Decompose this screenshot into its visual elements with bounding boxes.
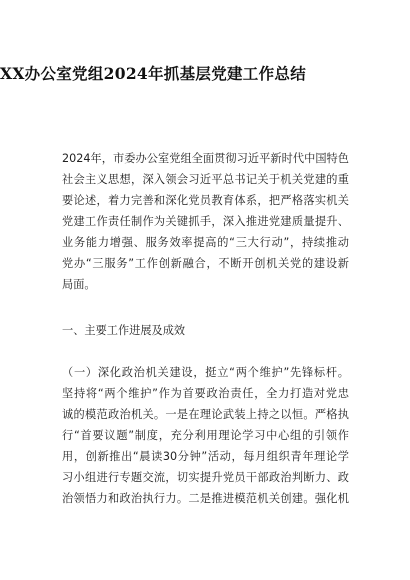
body-line-6: 习小组进行专题交流，切实提升党员干部政治判断力、政 [62,471,349,484]
intro-line-3: 要论述，着力完善和深化党员教育体系，把严格落实机关 [62,194,349,207]
body-line-4: 行“首要议题”制度，充分利用理论学习中心组的引领作 [62,429,349,442]
intro-line-4: 党建工作责任制作为关键抓手，深入推进党建质量提升、 [62,215,349,228]
intro-line-5: 业务能力增强、服务效率提高的“三大行动”，持续推动 [62,236,349,249]
intro-line-2: 社会主义思想，深入领会习近平总书记关于机关党建的重 [62,173,349,186]
body-line-2: 坚持将“两个维护”作为首要政治责任，全力打造对党忠 [62,387,349,400]
document-title: XX办公室党组2024年抓基层党建工作总结 [0,64,306,83]
body-line-5: 用，创新推出“晨读30分钟”活动，每月组织青年理论学 [62,450,349,463]
body-line-1: （一）深化政治机关建设，挺立“两个维护”先锋标杆。 [62,366,349,379]
intro-line-1: 2024年，市委办公室党组全面贯彻习近平新时代中国特色 [62,152,349,165]
section-heading: 一、主要工作进展及成效 [62,324,186,337]
body-line-3: 诚的模范政治机关。一是在理论武装上持之以恒。严格执 [62,408,349,421]
intro-line-7: 局面。 [62,278,96,291]
intro-line-6: 党办“三服务”工作创新融合，不断开创机关党的建设新 [62,257,349,270]
body-line-7: 治领悟力和政治执行力。二是推进模范机关创建。强化机 [62,492,349,505]
